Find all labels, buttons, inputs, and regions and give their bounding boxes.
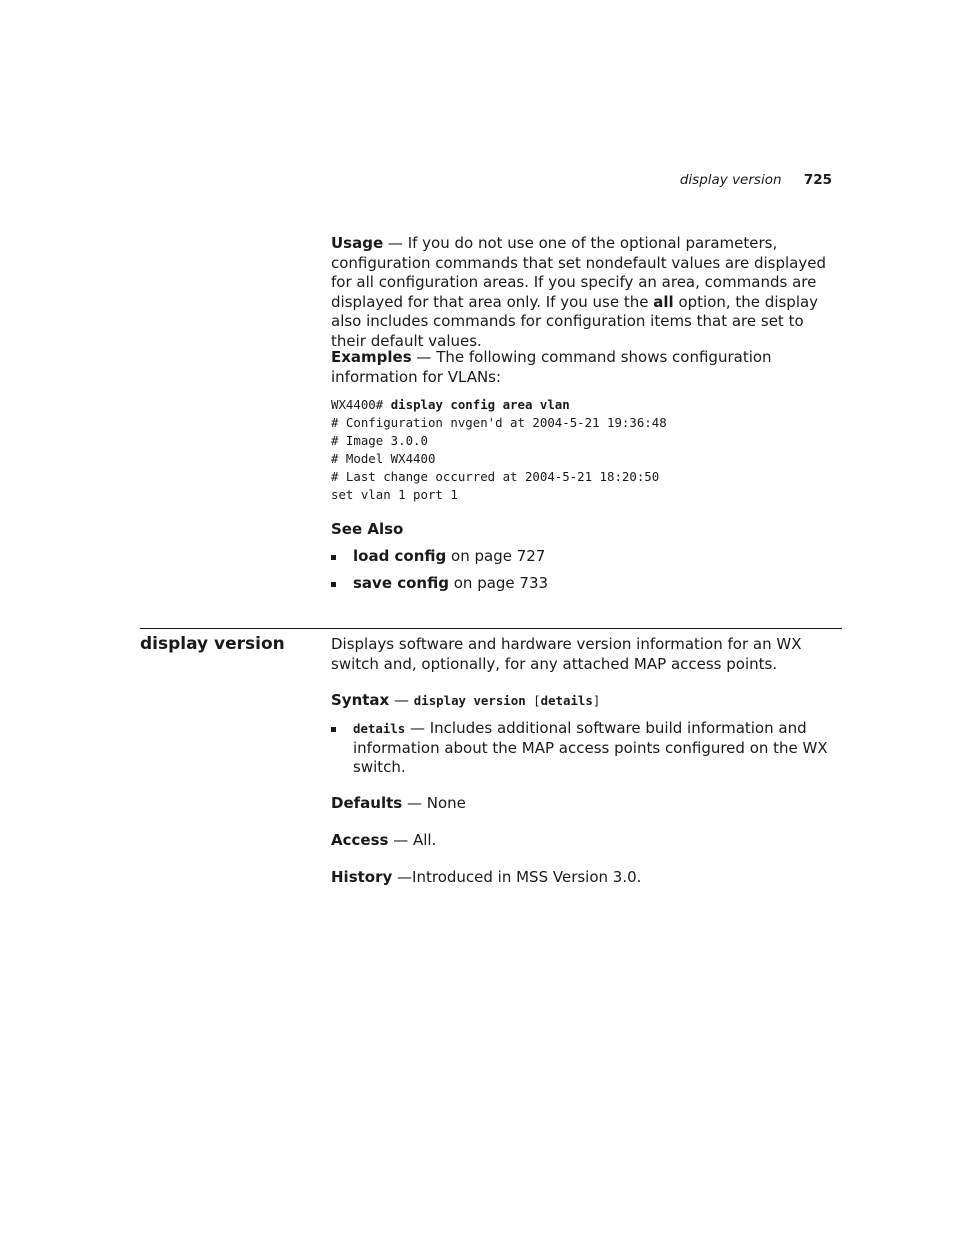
see-also-item (331, 547, 842, 567)
see-also-item (331, 574, 842, 594)
bullet-icon (331, 727, 336, 732)
history-label: History (331, 868, 393, 886)
syntax-line (331, 691, 842, 711)
see-also-page-ref: on page 733 (448, 574, 549, 592)
syntax-open-bracket: [ (525, 693, 541, 708)
syntax-close-bracket: ] (592, 693, 601, 708)
access-line (331, 831, 842, 851)
defaults-line (331, 794, 842, 814)
bullet-icon (331, 555, 336, 560)
code-output-line: # Model WX4400 (331, 451, 436, 466)
usage-text-2: option, the display also includes commands for configuration items that are set to their default values. (331, 292, 819, 350)
param-name: details (353, 721, 406, 736)
bullet-icon (331, 582, 336, 587)
defaults-text: — None (402, 794, 466, 812)
code-output-line: # Configuration nvgen'd at 2004-5-21 19:36:48 (331, 415, 667, 430)
page-number: 725 (803, 172, 832, 188)
examples-paragraph (331, 348, 842, 387)
syntax-param: details (540, 693, 593, 708)
code-output-line: # Last change occurred at 2004-5-21 18:20:50 (331, 469, 660, 484)
syntax-dash: — (389, 691, 414, 709)
access-text: — All. (388, 831, 437, 849)
history-line (331, 868, 842, 888)
section-intro: Displays software and hardware version information for an WX switch and, optionally, for any attached MAP access points. (331, 635, 802, 673)
usage-paragraph (331, 234, 842, 351)
section-heading: display version (140, 634, 285, 654)
code-output-line: # Image 3.0.0 (331, 433, 428, 448)
defaults-label: Defaults (331, 794, 403, 812)
see-also-heading: See Also (331, 520, 404, 538)
param-item (331, 719, 842, 778)
running-title: display version (679, 172, 782, 188)
running-header (680, 172, 832, 188)
code-prompt: WX4400# (331, 397, 391, 412)
code-output-line: set vlan 1 port 1 (331, 487, 458, 502)
see-also-link-save-config[interactable]: save config (353, 574, 449, 592)
syntax-label: Syntax (331, 691, 390, 709)
examples-label: Examples (331, 348, 412, 366)
usage-bold-word: all (653, 292, 674, 311)
code-command: display config area vlan (390, 397, 570, 412)
section-divider (140, 628, 842, 629)
syntax-command: display version (413, 693, 526, 708)
access-label: Access (331, 831, 389, 849)
usage-label: Usage (331, 234, 384, 252)
history-text: —Introduced in MSS Version 3.0. (392, 868, 642, 886)
code-example (331, 396, 667, 504)
see-also-link-load-config[interactable]: load config (353, 547, 447, 565)
param-description: — Includes additional software build information and information about the MAP access points configured on the WX switch. (353, 719, 828, 776)
see-also-page-ref: on page 727 (446, 547, 546, 565)
usage-text-1: — If you do not use one of the optional parameters, configuration commands that set nondefault values are displayed for all configuration areas. If you specify an area, commands are displayed for that area only. If you use the (331, 234, 826, 311)
examples-text: — The following command shows configuration information for VLANs: (331, 348, 772, 386)
